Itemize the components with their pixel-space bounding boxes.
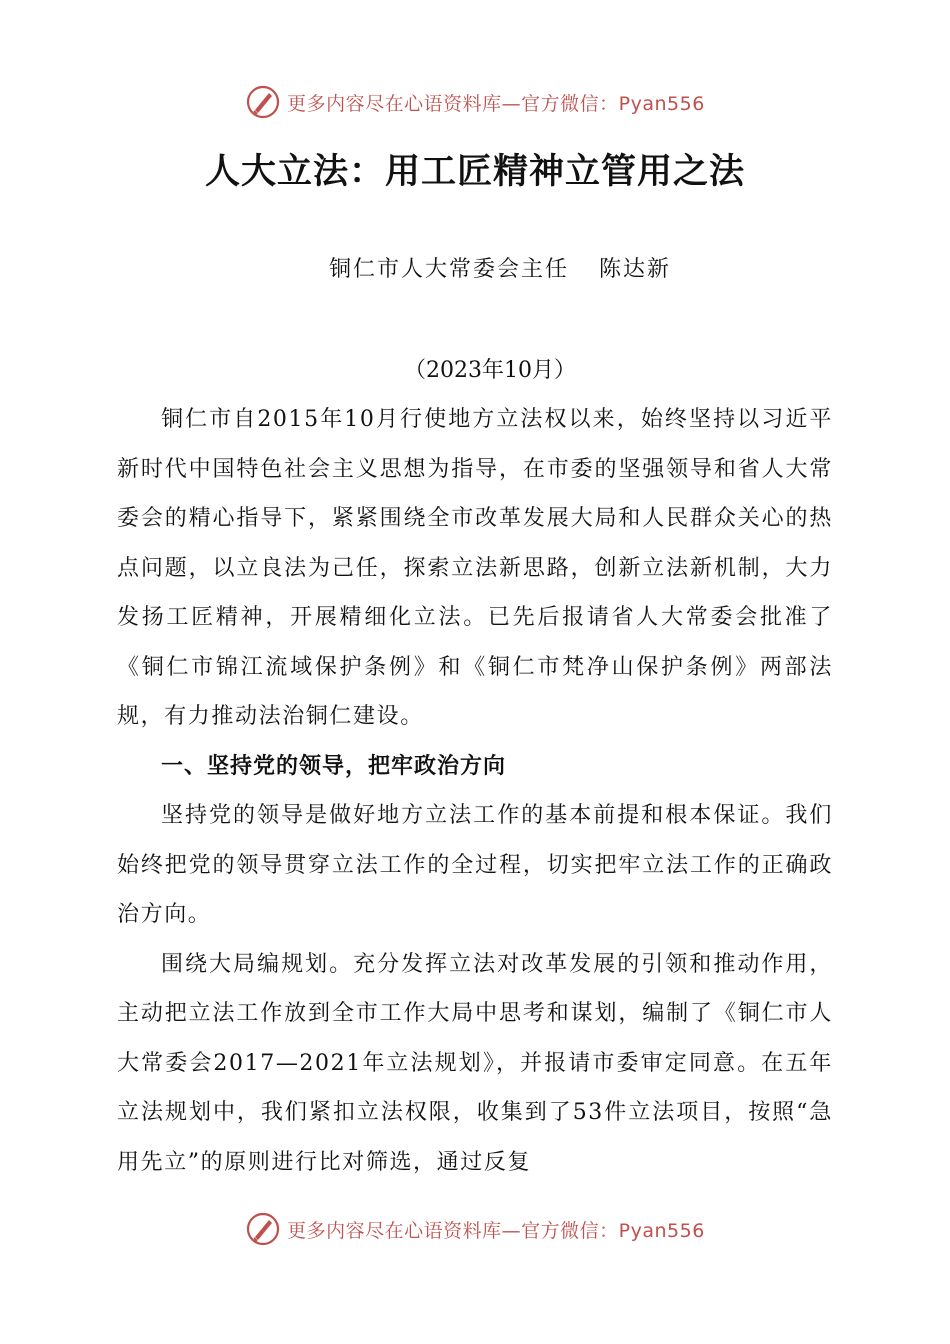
paragraph: 坚持党的领导是做好地方立法工作的基本前提和根本保证。我们始终把党的领导贯穿立法工作的全过程，切实把牢立法工作的正确政治方向。	[117, 803, 833, 927]
author-role: 铜仁市人大常委会主任	[328, 257, 569, 282]
author-line	[0, 252, 950, 283]
banner-sub-text: —官方微信：Pyan556	[501, 1219, 705, 1242]
author-name: 陈达新	[599, 257, 672, 282]
footer-watermark-banner	[0, 1209, 950, 1249]
document-title: 人大立法：用工匠精神立管用之法	[204, 151, 745, 192]
paragraph: 围绕大局编规划。充分发挥立法对改革发展的引领和推动作用，主动把立法工作放到全市工作大局中思考和谋划，编制了《铜仁市人大常委会2017—2021年立法规划》，并报请市委审定同意。在五年立法规划中，我们紧扣立法权限，收集到了53件立法项目，按照“急用先立”的原则进行比对筛选，通过反复	[117, 951, 833, 1175]
banner-main-text: 更多内容尽在心语资料库	[287, 1219, 502, 1242]
banner-sub-text: —官方微信：Pyan556	[501, 92, 705, 115]
pen-badge-icon	[245, 1211, 281, 1247]
paragraph-intro: 铜仁市自2015年10月行使地方立法权以来，始终坚持以习近平新时代中国特色社会主义思想为指导，在市委的坚强领导和省人大常委会的精心指导下，紧紧围绕全市改革发展大局和人民群众关心的热点问题，以立良法为己任，探索立法新思路，创新立法新机制，大力发扬工匠精神，开展精细化立法。已先后报请省人大常委会批准了《铜仁市锦江流域保护条例》和《铜仁市梵净山保护条例》两部法规，有力推动法治铜仁建设。	[117, 407, 833, 729]
section-heading: 一、坚持党的领导，把牢政治方向	[161, 753, 507, 779]
header-watermark-banner	[0, 82, 950, 122]
banner-main-text: 更多内容尽在心语资料库	[287, 92, 502, 115]
pen-badge-icon	[245, 84, 281, 120]
document-body	[117, 395, 833, 1187]
document-date: （2023年10月）	[404, 358, 576, 383]
